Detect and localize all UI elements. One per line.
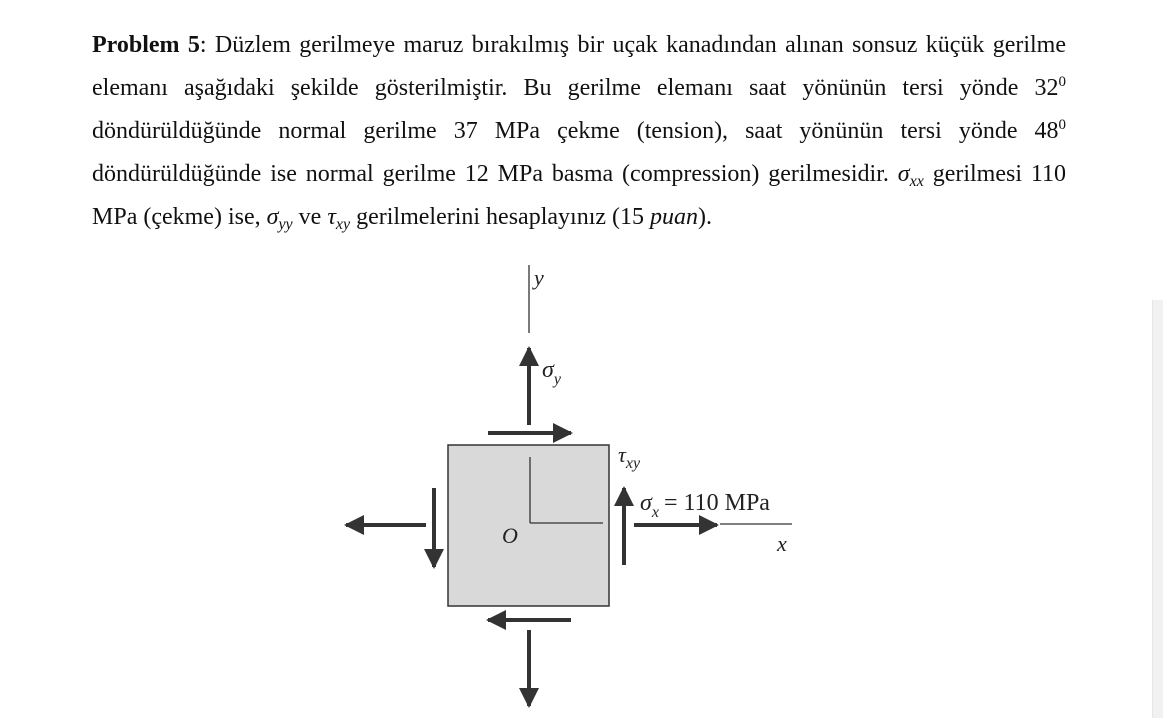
text-segment-6: gerilmelerini hesaplayınız (15 <box>350 204 651 230</box>
y-axis-label: y <box>534 265 544 290</box>
degree-mark-1: 0 <box>1058 74 1066 90</box>
vertical-scrollbar[interactable] <box>1152 300 1163 718</box>
text-segment-3: döndürüldüğünde ise normal gerilme 12 MPa basma (compression) gerilmesidir. <box>92 161 898 187</box>
degree-mark-2: 0 <box>1058 117 1066 133</box>
sigma-xx-symbol: σ <box>897 161 910 187</box>
tau-xy-symbol: τ <box>327 204 336 230</box>
tau-symbol: τ <box>618 442 626 467</box>
sigma-y-subscript: y <box>553 371 561 388</box>
sigma-xx-subscript: xx <box>909 173 924 190</box>
label-separator: : <box>199 32 207 58</box>
sigma-yy-symbol: σ <box>266 204 279 230</box>
sigma-x-subscript: x <box>651 504 659 521</box>
sigma-y-label <box>542 357 562 388</box>
sigma-x-symbol: σ <box>640 490 652 516</box>
tau-xy-subscript: xy <box>335 216 351 233</box>
tau-xy-label <box>618 442 641 472</box>
sigma-yy-subscript: yy <box>278 216 293 233</box>
tau-subscript: xy <box>625 455 641 472</box>
text-segment-1: Düzlem gerilmeye maruz bırakılmış bir uçak kanadından alınan sonsuz küçük gerilme elemanı aşağıdaki şekilde gösterilmiştir. Bu gerilme elemanı saat yönünün tersi yönde 32 <box>92 32 1067 101</box>
problem-label: Problem 5 <box>92 32 200 58</box>
x-axis-label: x <box>777 531 787 556</box>
text-segment-4: gerilmesi 110 MPa (çekme) ise, <box>92 161 1066 230</box>
puan-word: puan <box>650 204 699 230</box>
sigma-y-symbol: σ <box>542 357 554 383</box>
sigma-x-label <box>640 490 770 521</box>
origin-label: O <box>502 523 518 548</box>
text-segment-2: döndürüldüğünde normal gerilme 37 MPa çekme (tension), saat yönünün tersi yönde 48 <box>92 118 1059 144</box>
stress-element-square <box>448 445 609 606</box>
sigma-x-value: = 110 MPa <box>663 490 770 516</box>
text-segment-7: ). <box>698 204 713 230</box>
text-segment-5: ve <box>292 204 328 230</box>
